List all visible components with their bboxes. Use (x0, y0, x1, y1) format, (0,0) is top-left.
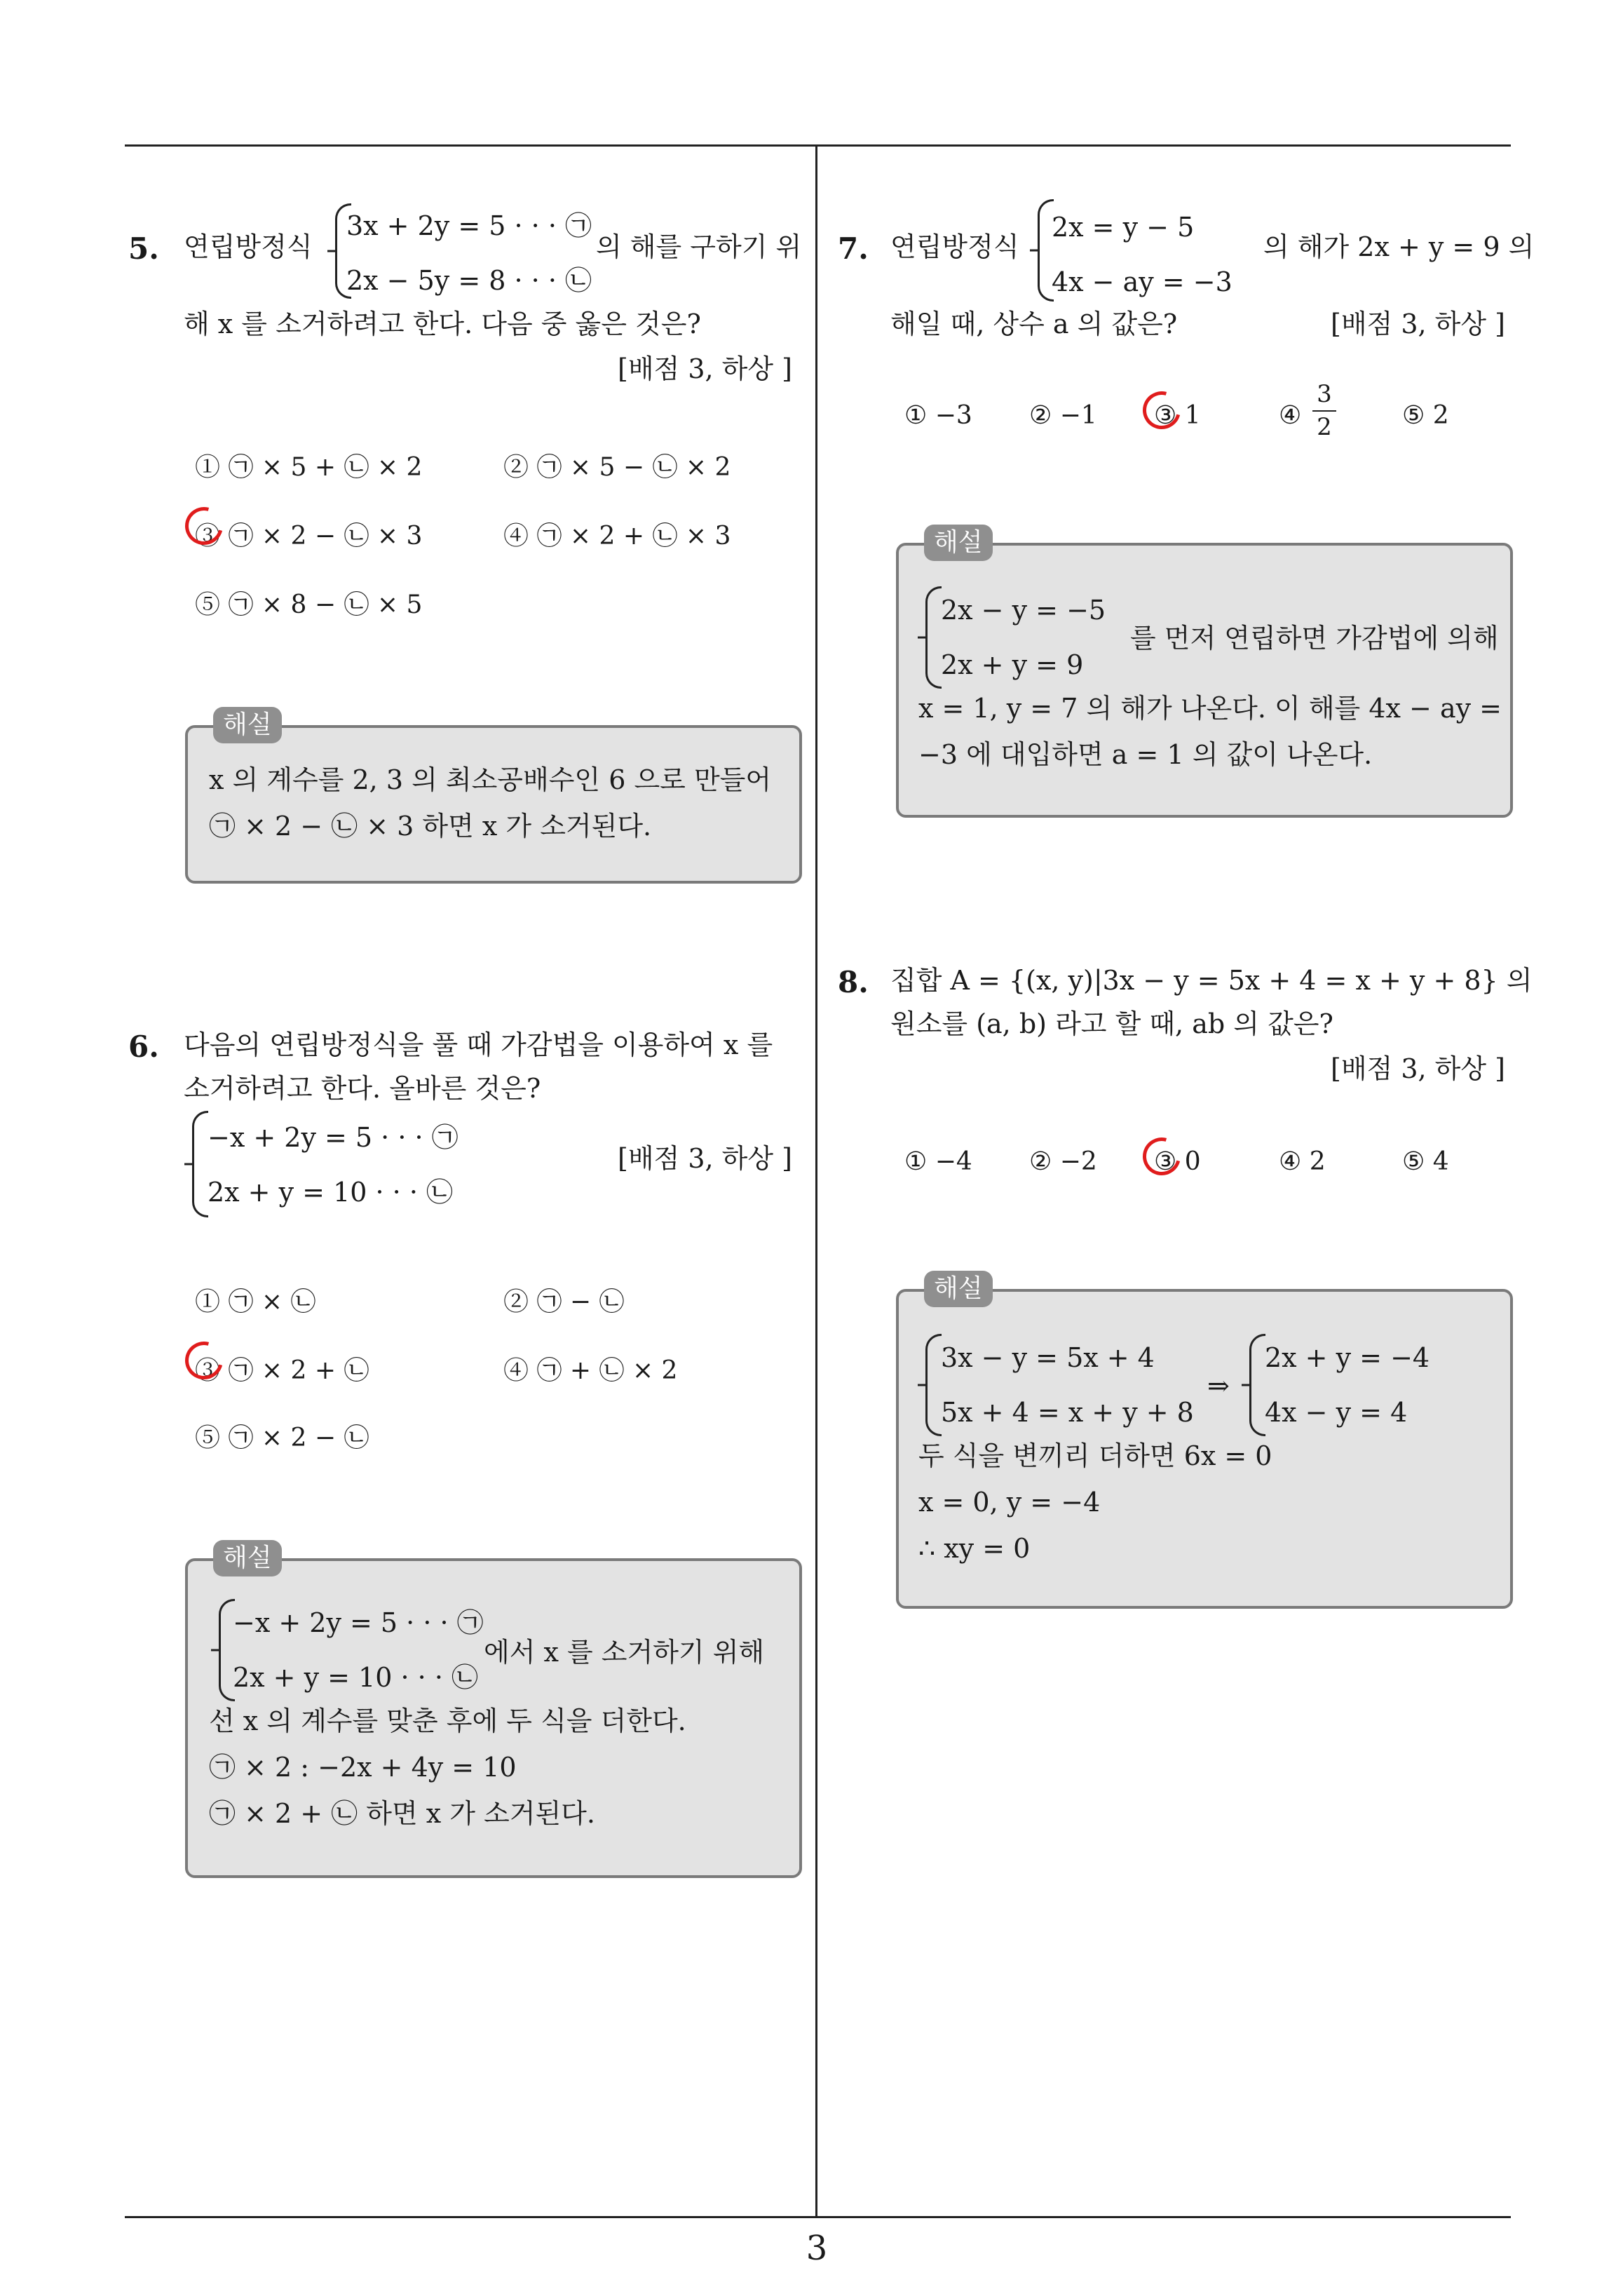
explanation-tag: 해설 (924, 1271, 993, 1307)
choice-2[interactable]: ② ㉠ − ㉡ (503, 1288, 625, 1316)
equation-4: 4x − y = 4 (1265, 1397, 1408, 1428)
explanation-line: 에서 x 를 소거하기 위해 (484, 1637, 765, 1668)
difficulty-label: [배점 3, 하상 ] (618, 353, 792, 384)
equation-2: 2x + y = 10 · · · ㉡ (233, 1662, 478, 1693)
explanation-line: ㉠ × 2 − ㉡ × 3 하면 x 가 소거된다. (209, 811, 652, 842)
equation-1: −x + 2y = 5 · · · ㉠ (208, 1122, 459, 1153)
choice-3[interactable]: ③ 1 (1154, 401, 1201, 430)
choice-1[interactable]: ① ㉠ × 5 + ㉡ × 2 (195, 453, 423, 482)
equation-brace (925, 1334, 942, 1436)
equation-2: 2x + y = 9 (941, 649, 1084, 680)
explanation-box (185, 1544, 802, 1878)
equation-2: 2x + y = 10 · · · ㉡ (208, 1177, 453, 1208)
explanation-line: ∴ xy = 0 (918, 1533, 1031, 1564)
explanation-line: x = 0, y = −4 (918, 1487, 1101, 1518)
choice-5[interactable]: ⑤ 2 (1402, 401, 1449, 430)
problem-question: 원소를 (a, b) 라고 할 때, ab 의 값은? (890, 1008, 1333, 1039)
explanation-line: ㉠ × 2 : −2x + 4y = 10 (209, 1752, 517, 1783)
fraction-three-halves (1312, 380, 1336, 442)
equation-1: 2x − y = −5 (941, 595, 1106, 626)
problem-number: 6. (128, 1029, 159, 1064)
explanation-line: −3 에 대입하면 a = 1 의 값이 나온다. (918, 739, 1373, 770)
equation-1: 2x = y − 5 (1052, 212, 1195, 243)
explanation-tag: 해설 (213, 1540, 282, 1576)
problem-number: 7. (838, 231, 869, 266)
equation-2: 5x + 4 = x + y + 8 (941, 1397, 1194, 1428)
explanation-tag: 해설 (924, 525, 993, 561)
explanation-line: 선 x 의 계수를 맞춘 후에 두 식을 더한다. (209, 1706, 686, 1736)
problem-lead: 연립방정식 (184, 231, 313, 262)
bottom-rule (125, 2216, 1511, 2218)
choice-3[interactable]: ③ ㉠ × 2 − ㉡ × 3 (195, 522, 423, 551)
equation-brace (1249, 1334, 1265, 1436)
fraction-bar (1312, 410, 1336, 412)
choice-1[interactable]: ① ㉠ × ㉡ (195, 1288, 316, 1316)
problem-number: 5. (128, 231, 159, 266)
problem-question: 해 x 를 소거하려고 한다. 다음 중 옳은 것은? (184, 309, 701, 339)
choice-4[interactable]: ④ (1279, 401, 1302, 430)
implies-arrow: ⇒ (1207, 1370, 1230, 1401)
problem-tail: 의 해가 2x + y = 9 의 (1263, 231, 1535, 262)
explanation-line: 두 식을 변끼리 더하면 6x = 0 (918, 1440, 1272, 1471)
problem-tail: 의 해를 구하기 위 (596, 231, 802, 262)
problem-lead: 다음의 연립방정식을 풀 때 가감법을 이용하여 x 를 (184, 1029, 773, 1060)
problem-number: 8. (838, 965, 869, 999)
choice-3[interactable]: ③ 0 (1154, 1147, 1201, 1176)
page-number: 3 (806, 2229, 828, 2268)
equation-1: −x + 2y = 5 · · · ㉠ (233, 1607, 484, 1638)
column-divider (815, 144, 817, 2218)
equation-1: 3x + 2y = 5 · · · ㉠ (346, 210, 592, 241)
equation-3: 2x + y = −4 (1265, 1342, 1430, 1373)
choice-4[interactable]: ④ ㉠ × 2 + ㉡ × 3 (503, 522, 731, 551)
explanation-box (896, 528, 1513, 818)
choice-1[interactable]: ① −3 (904, 401, 972, 430)
choice-4[interactable]: ④ ㉠ + ㉡ × 2 (503, 1356, 678, 1385)
choice-4[interactable]: ④ 2 (1279, 1147, 1326, 1176)
difficulty-label: [배점 3, 하상 ] (1331, 309, 1505, 339)
explanation-tag: 해설 (213, 707, 282, 743)
explanation-box (896, 1274, 1513, 1609)
difficulty-label: [배점 3, 하상 ] (618, 1143, 792, 1174)
choice-5[interactable]: ⑤ 4 (1402, 1147, 1449, 1176)
choice-2[interactable]: ② −1 (1029, 401, 1097, 430)
equation-1: 3x − y = 5x + 4 (941, 1342, 1155, 1373)
explanation-box (185, 710, 802, 884)
equation-2: 2x − 5y = 8 · · · ㉡ (346, 265, 592, 296)
fraction-denominator: 2 (1317, 412, 1332, 441)
choice-5[interactable]: ⑤ ㉠ × 2 − ㉡ (195, 1424, 369, 1452)
explanation-line: 를 먼저 연립하면 가감법에 의해 (1130, 623, 1499, 654)
explanation-line: x 의 계수를 2, 3 의 최소공배수인 6 으로 만들어 (209, 764, 772, 795)
choice-1[interactable]: ① −4 (904, 1147, 972, 1176)
equation-2: 4x − ay = −3 (1052, 266, 1232, 297)
equation-brace (925, 586, 942, 689)
choice-5[interactable]: ⑤ ㉠ × 8 − ㉡ × 5 (195, 590, 423, 619)
problem-lead: 연립방정식 (890, 231, 1019, 262)
choice-2[interactable]: ② −2 (1029, 1147, 1097, 1176)
problem-question: 해일 때, 상수 a 의 값은? (890, 309, 1178, 339)
problem-lead: 집합 A = {(x, y)|3x − y = 5x + 4 = x + y + 8} 의 (890, 965, 1533, 996)
explanation-line: ㉠ × 2 + ㉡ 하면 x 가 소거된다. (209, 1798, 595, 1829)
problem-question: 소거하려고 한다. 올바른 것은? (184, 1073, 541, 1104)
choice-2[interactable]: ② ㉠ × 5 − ㉡ × 2 (503, 453, 731, 482)
explanation-line: x = 1, y = 7 의 해가 나온다. 이 해를 4x − ay = (918, 693, 1502, 724)
top-rule (125, 144, 1511, 147)
choice-3[interactable]: ③ ㉠ × 2 + ㉡ (195, 1356, 369, 1385)
difficulty-label: [배점 3, 하상 ] (1331, 1053, 1505, 1084)
equation-brace (192, 1111, 208, 1217)
fraction-numerator: 3 (1317, 380, 1332, 408)
